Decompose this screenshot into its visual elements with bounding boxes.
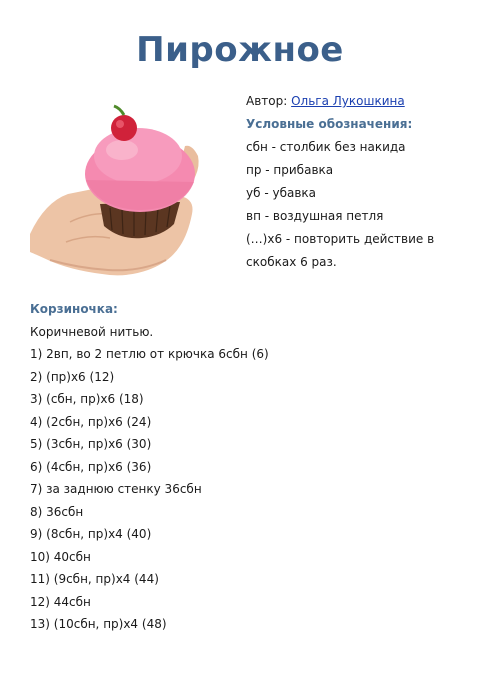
pattern-row: 6) (4сбн, пр)х6 (36) (30, 459, 152, 474)
author-line (246, 90, 466, 113)
author-label: Автор: (246, 94, 288, 108)
pattern-row: 12) 44сбн (30, 594, 91, 609)
legend-item: (…)х6 - повторить действие в (246, 232, 435, 246)
pattern-info (246, 90, 466, 274)
pattern-row: 7) за заднюю стенку 36сбн (30, 482, 202, 496)
pattern-row: 9) (8сбн, пр)х4 (40) (30, 527, 152, 541)
basket-section (30, 298, 450, 636)
pattern-row: 2) (пр)х6 (12) (30, 369, 115, 384)
pattern-row: 5) (3сбн, пр)х6 (30) (30, 437, 152, 451)
pattern-row: 13) (10сбн, пр)х4 (48) (30, 617, 167, 631)
legend-item: вп - воздушная петля (246, 209, 384, 223)
pattern-row: 3) (сбн, пр)х6 (18) (30, 392, 144, 406)
pattern-row: 4) (2сбн, пр)х6 (24) (30, 414, 152, 429)
pattern-row: 10) 40сбн (30, 549, 91, 564)
legend-heading: Условные обозначения: (246, 117, 413, 131)
author-link[interactable]: Ольга Лукошкина (291, 94, 405, 108)
cupcake-photo (30, 84, 230, 282)
section-heading: Корзиночка: (30, 302, 118, 316)
legend-item: скобках 6 раз. (246, 255, 337, 269)
pattern-row: 11) (9сбн, пр)х4 (44) (30, 572, 159, 586)
pattern-row: 8) 36сбн (30, 504, 84, 519)
section-intro: Коричневой нитью. (30, 324, 154, 339)
legend-item: пр - прибавка (246, 163, 334, 177)
page-title: Пирожное (136, 30, 344, 70)
legend-item: уб - убавка (246, 186, 316, 200)
legend-item: сбн - столбик без накида (246, 140, 406, 154)
pattern-row: 1) 2вп, во 2 петлю от крючка 6сбн (6) (30, 347, 269, 361)
